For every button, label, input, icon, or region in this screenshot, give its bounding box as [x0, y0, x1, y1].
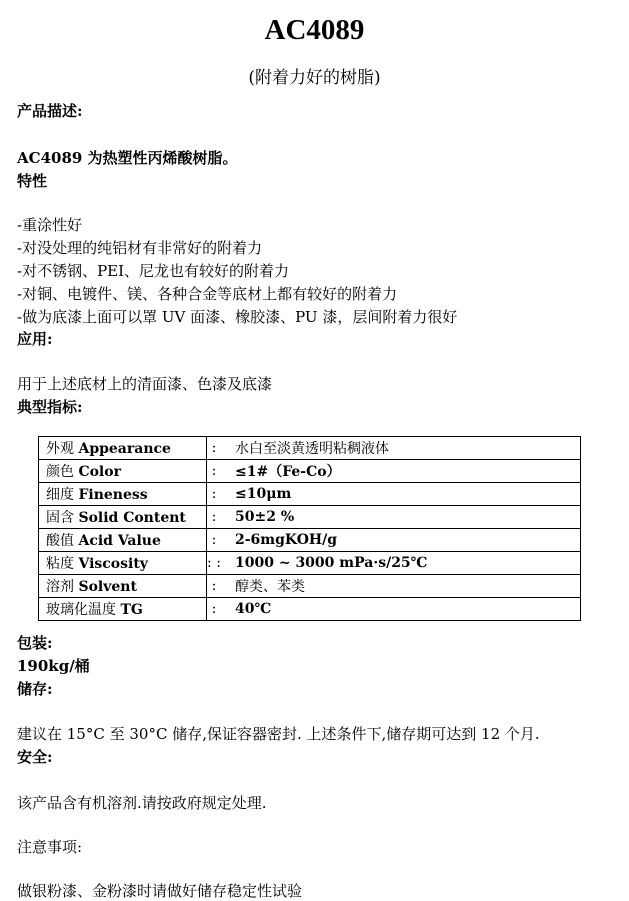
table-row: [39, 460, 581, 483]
feature-item: -做为底漆上面可以罩 UV 面漆、橡胶漆、PU 漆，层间附着力很好: [17, 308, 458, 326]
description-heading: 产品描述:: [17, 102, 83, 120]
storage-text: 建议在 15°C 至 30°C 储存,保证容器密封. 上述条件下,储存期可达到 12 个月.: [17, 725, 540, 743]
spec-colon: :: [207, 529, 222, 552]
specifications-table: [38, 436, 581, 621]
spec-value: 1000 ~ 3000 mPa·s/25℃: [221, 552, 581, 575]
spec-name: 粘度 Viscosity: [39, 552, 207, 575]
spec-colon: :: [207, 460, 222, 483]
spec-value: 2-6mgKOH/g: [221, 529, 581, 552]
packaging-text: 190kg/桶: [17, 657, 90, 675]
safety-heading: 安全:: [17, 748, 53, 766]
notes-text: 做银粉漆、金粉漆时请做好储存稳定性试验: [17, 882, 303, 900]
spec-name: 颜色 Color: [39, 460, 207, 483]
storage-heading: 储存:: [17, 680, 53, 698]
description-text: AC4089 为热塑性丙烯酸树脂。: [17, 149, 238, 167]
spec-colon: :: [207, 506, 222, 529]
spec-value: 50±2 %: [221, 506, 581, 529]
spec-name: 酸值 Acid Value: [39, 529, 207, 552]
spec-colon: :: [207, 598, 222, 621]
document-title: AC4089: [264, 14, 365, 46]
spec-name: 玻璃化温度 TG: [39, 598, 207, 621]
application-heading: 应用:: [17, 330, 53, 348]
specs-heading: 典型指标:: [17, 398, 83, 416]
table-row: [39, 575, 581, 598]
features-heading: 特性: [17, 172, 48, 190]
spec-name: 溶剂 Solvent: [39, 575, 207, 598]
table-row: [39, 483, 581, 506]
document-subtitle: (附着力好的树脂): [248, 68, 381, 88]
spec-value: 醇类、苯类: [221, 575, 581, 598]
safety-text: 该产品含有机溶剂.请按政府规定处理.: [17, 794, 267, 812]
packaging-heading: 包装:: [17, 634, 53, 652]
spec-value: ≤10μm: [221, 483, 581, 506]
spec-name: 固含 Solid Content: [39, 506, 207, 529]
table-row: [39, 437, 581, 460]
table-row: [39, 529, 581, 552]
spec-value: 40℃: [221, 598, 581, 621]
feature-item: -对没处理的纯铝材有非常好的附着力: [17, 239, 263, 257]
spec-colon: :: [207, 575, 222, 598]
application-text: 用于上述底材上的清面漆、色漆及底漆: [17, 375, 273, 393]
table-row: [39, 552, 581, 575]
spec-colon: : :: [207, 552, 222, 575]
feature-item: -重涂性好: [17, 216, 83, 234]
spec-name: 外观 Appearance: [39, 437, 207, 460]
feature-item: -对铜、电镀件、镁、各种合金等底材上都有较好的附着力: [17, 285, 398, 303]
spec-value: ≤1#（Fe-Co）: [221, 460, 581, 483]
feature-item: -对不锈钢、PEI、尼龙也有较好的附着力: [17, 262, 290, 280]
spec-name: 细度 Fineness: [39, 483, 207, 506]
spec-value: 水白至淡黄透明粘稠液体: [221, 437, 581, 460]
table-row: [39, 598, 581, 621]
notes-heading: 注意事项:: [17, 838, 83, 856]
spec-colon: :: [207, 437, 222, 460]
spec-colon: :: [207, 483, 222, 506]
table-row: [39, 506, 581, 529]
